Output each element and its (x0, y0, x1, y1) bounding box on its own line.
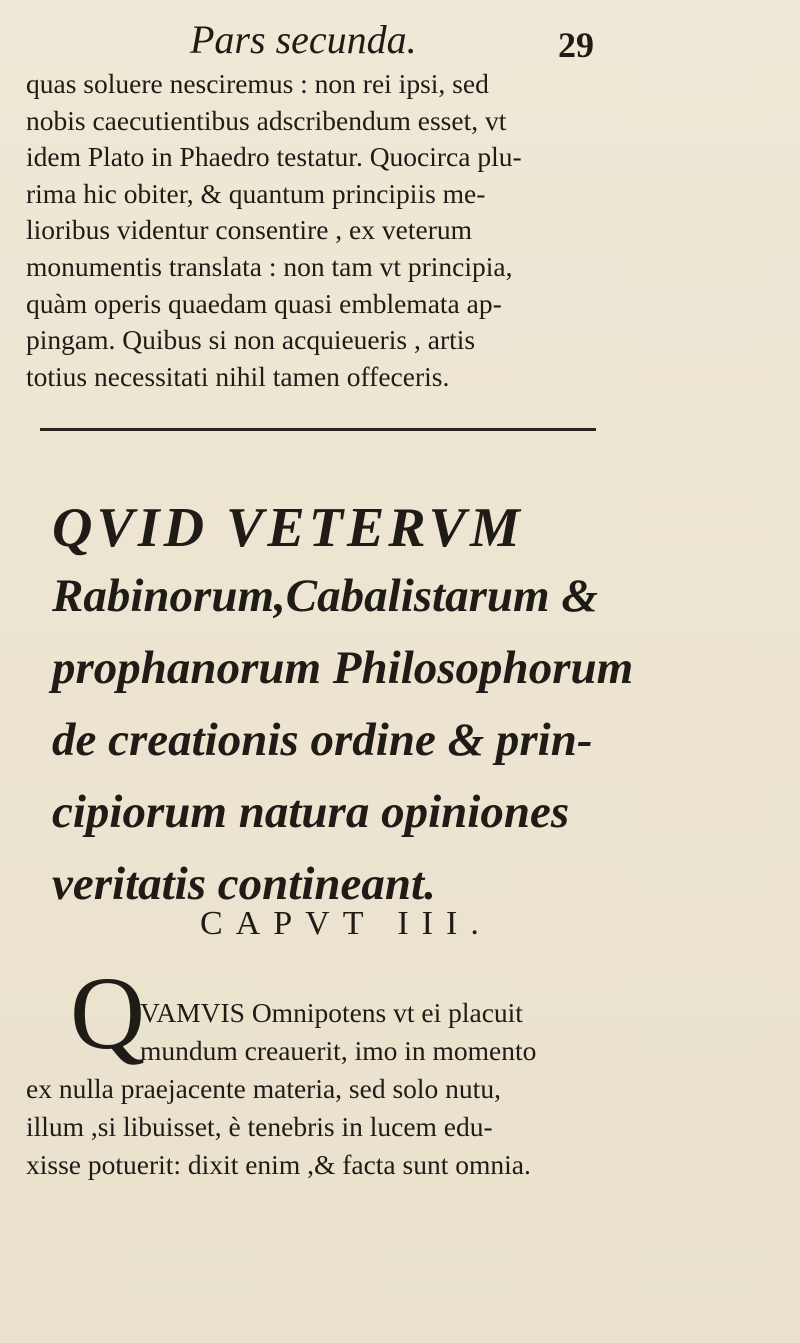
section-heading (52, 496, 752, 920)
heading-line: prophanorum Philosophorum (52, 642, 634, 694)
text-line: VAMVIS Omnipotens vt ei placuit (140, 997, 523, 1028)
text-line: lioribus videntur consentire , ex veterum (26, 214, 472, 246)
heading-line: veritatis contineant. (52, 858, 436, 910)
page-number: 29 (558, 25, 594, 65)
text-line: illum ,si libuisset, è tenebris in lucem edu- (26, 1111, 493, 1142)
heading-line: Rabinorum,Cabalistarum & (52, 570, 598, 622)
text-line: rima hic obiter, & quantum principiis me- (26, 177, 486, 209)
text-line: pingam. Quibus si non acquieueris , artis (26, 324, 476, 356)
text-line: xisse potuerit: dixit enim ,& facta sunt omnia. (26, 1149, 531, 1180)
text-line: ex nulla praejacente materia, sed solo nutu, (26, 1073, 501, 1104)
drop-cap: Q (70, 956, 146, 1071)
text-line: quàm operis quaedam quasi emblemata ap- (26, 287, 502, 319)
text-line: mundum creauerit, imo in momento (140, 1035, 537, 1066)
text-line: quas soluere nesciremus : non rei ipsi, sed (26, 68, 489, 99)
running-head (0, 14, 800, 64)
heading-line: QVID VETERVM (52, 497, 524, 559)
paragraph (26, 994, 766, 1184)
top-text-block (26, 66, 746, 395)
running-title: Pars secunda. (190, 17, 417, 62)
chapter-label: CAPVT III. (200, 905, 492, 942)
text-line: idem Plato in Phaedro testatur. Quocirca plu- (26, 141, 522, 173)
text-line: monumentis translata : non tam vt principia, (26, 250, 513, 282)
text-line: totius necessitati nihil tamen offeceris. (26, 360, 450, 392)
heading-line: cipiorum natura opiniones (52, 786, 570, 838)
text-line: nobis caecutientibus adscribendum esset, vt (26, 104, 507, 136)
horizontal-rule (40, 428, 596, 431)
heading-line: de creationis ordine & prin- (52, 714, 593, 766)
